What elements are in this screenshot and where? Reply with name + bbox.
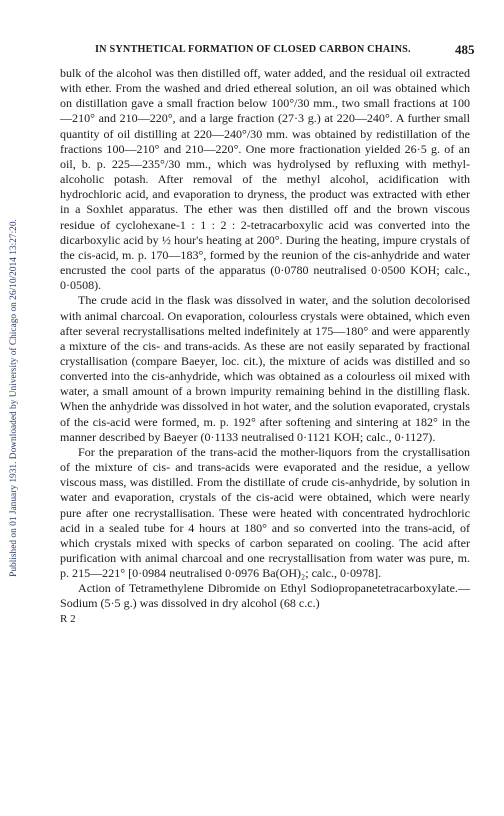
page-number: 485 (455, 42, 475, 57)
running-head (0, 44, 504, 60)
running-title: IN SYNTHETICAL FORMATION OF CLOSED CARBON CHAINS. (95, 44, 411, 55)
paragraph-3: For the preparation of the trans-acid the mother-liquors from the crystallisation of the mixture of cis- and trans-acids were evaporated and the residue, a yellow viscous mass, was distilled. From the distillate of crude cis-anhydride, by solution in water and evaporation, crystals of the cis-acid were obtained, which were nearly pure after one recrystallisation. These were heated with concentrated hydrochloric acid in a sealed tube for 4 hours at 180° and so converted into the trans-acid, of which crystals mixed with specks of carbon separated on cooling. The acid after purification with animal charcoal and one recrystallisation from water was pure, m. p. 215—221° [0·0984 neutralised 0·0976 Ba(OH)₂; calc., 0·0978]. (60, 444, 470, 581)
signature-mark: R 2 (60, 612, 76, 625)
download-watermark (2, 98, 18, 698)
download-watermark-text: Published on 01 January 1931. Downloaded by University of Chicago on 26/10/2014 13:27:20. (9, 219, 19, 577)
paragraph-2: The crude acid in the flask was dissolved in water, and the solution decolorised with animal charcoal. On evaporation, colourless crystals were obtained, which even after several recrystallisations melted indefinitely at 175—180° and were apparently a mixture of the cis- and trans-acids. As these are not easily separated by fractional crystallisation (compare Baeyer, loc. cit.), the mixture of acids was distilled and so converted into the cis-anhydride, which was obtained as a colourless oil mixed with water, a small amount of a brown impurity remaining behind in the distilling flask. When the anhydride was dissolved in hot water, and the solution evaporated, crystals of the cis-acid were formed, m. p. 192° after softening and sintering at 182° in the manner described by Baeyer (0·1133 neutralised 0·1121 KOH; calc., 0·1127). (60, 293, 470, 444)
paragraph-4: Action of Tetramethylene Dibromide on Ethyl Sodiopropanetetracarboxylate.—Sodium (5·5 g.) was dissolved in dry alcohol (68 c.c.) (60, 581, 470, 611)
paragraph-1: bulk of the alcohol was then distilled off, water added, and the residual oil extracted with ether. From the washed and dried ethereal solution, an oil was obtained which on distillation gave a small fraction below 100°/30 mm., two small fractions at 100—210° and 210—220°, and a large fraction (27·3 g.) at 220—240°. A further small quantity of oil distilling at 220—240°/30 mm. was obtained by redistillation of the fractions 100—210° and 210—220°. One more fractionation yielded 26·5 g. of an oil, b. p. 225—235°/30 mm., which was hydrolysed by refluxing with methyl-alcoholic potash. After removal of the methyl alcohol, acidification with hydrochloric acid, and evaporation to dryness, the product was extracted with ether in a Soxhlet apparatus. The ether was then distilled off and the brown viscous residue of cyclohexane-1 : 1 : 2 : 2-tetracarboxylic acid was converted into the dicarboxylic acid by ½ hour's heating at 200°. During the heating, impure crystals of the cis-acid, m. p. 170—183°, formed by the reunion of the cis-anhydride and water encrusted the cool parts of the apparatus (0·0780 neutralised 0·0500 KOH; calc., 0·0508). (60, 66, 470, 293)
body-text (60, 66, 470, 627)
